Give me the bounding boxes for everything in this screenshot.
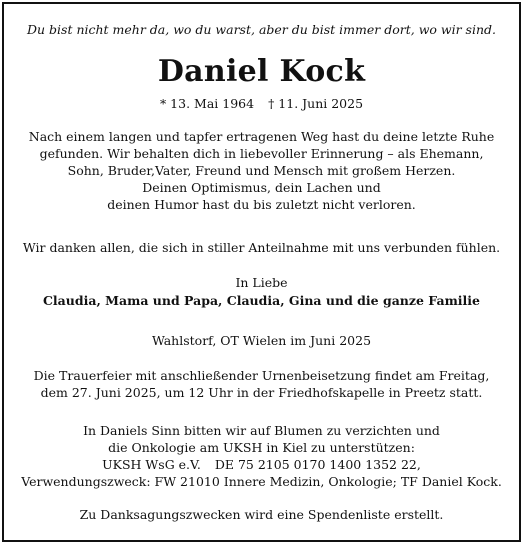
- closing-text: Zu Danksagungszwecken wird eine Spendenliste erstellt.: [79, 507, 444, 522]
- motto: Du bist nicht mehr da, wo du warst, aber du bist immer dort, wo wir sind.: [27, 22, 496, 37]
- funeral-line: Die Trauerfeier mit anschließender Urnenbeisetzung findet am Freitag,: [33, 368, 490, 383]
- main-text-line: Nach einem langen und tapfer ertragenen Weg hast du deine letzte Ruhe: [28, 129, 495, 144]
- life-dates: [4, 96, 519, 112]
- funeral-info: [4, 367, 519, 401]
- main-text: [4, 128, 519, 213]
- thanks-text: Wir danken allen, die sich in stiller Anteilnahme mit uns verbunden fühlen.: [22, 240, 501, 255]
- birth-date: * 13. Mai 1964: [159, 96, 255, 111]
- main-text-line: Deinen Optimismus, dein Lachen und: [142, 180, 381, 195]
- donation-recipient: UKSH WsG e.V.: [102, 457, 201, 472]
- donation-purpose: Verwendungszweck: FW 21010 Innere Medizin, Onkologie; TF Daniel Kock.: [21, 474, 502, 489]
- main-text-line: gefunden. Wir behalten dich in liebevoller Erinnerung – als Ehemann,: [39, 146, 484, 161]
- donation-iban: DE 75 2105 0170 1400 1352 22,: [214, 457, 421, 472]
- bank-details: [4, 456, 519, 473]
- main-text-line: Sohn, Bruder,Vater, Freund und Mensch mit großem Herzen.: [67, 163, 456, 178]
- donation-line: In Daniels Sinn bitten wir auf Blumen zu verzichten und: [83, 423, 440, 438]
- donation-line: die Onkologie am UKSH in Kiel zu unterstützen:: [108, 440, 415, 455]
- funeral-line: dem 27. Juni 2025, um 12 Uhr in der Friedhofskapelle in Preetz statt.: [40, 385, 483, 400]
- place-date: Wahlstorf, OT Wielen im Juni 2025: [151, 333, 372, 348]
- obituary-notice: [2, 2, 521, 542]
- main-text-line: deinen Humor hast du bis zuletzt nicht verloren.: [107, 197, 416, 212]
- death-date: † 11. Juni 2025: [268, 96, 364, 111]
- family-names: Claudia, Mama und Papa, Claudia, Gina und die ganze Familie: [42, 293, 480, 308]
- deceased-name: Daniel Kock: [157, 54, 366, 89]
- in-love-label: In Liebe: [235, 275, 288, 290]
- donation-info: [4, 422, 519, 490]
